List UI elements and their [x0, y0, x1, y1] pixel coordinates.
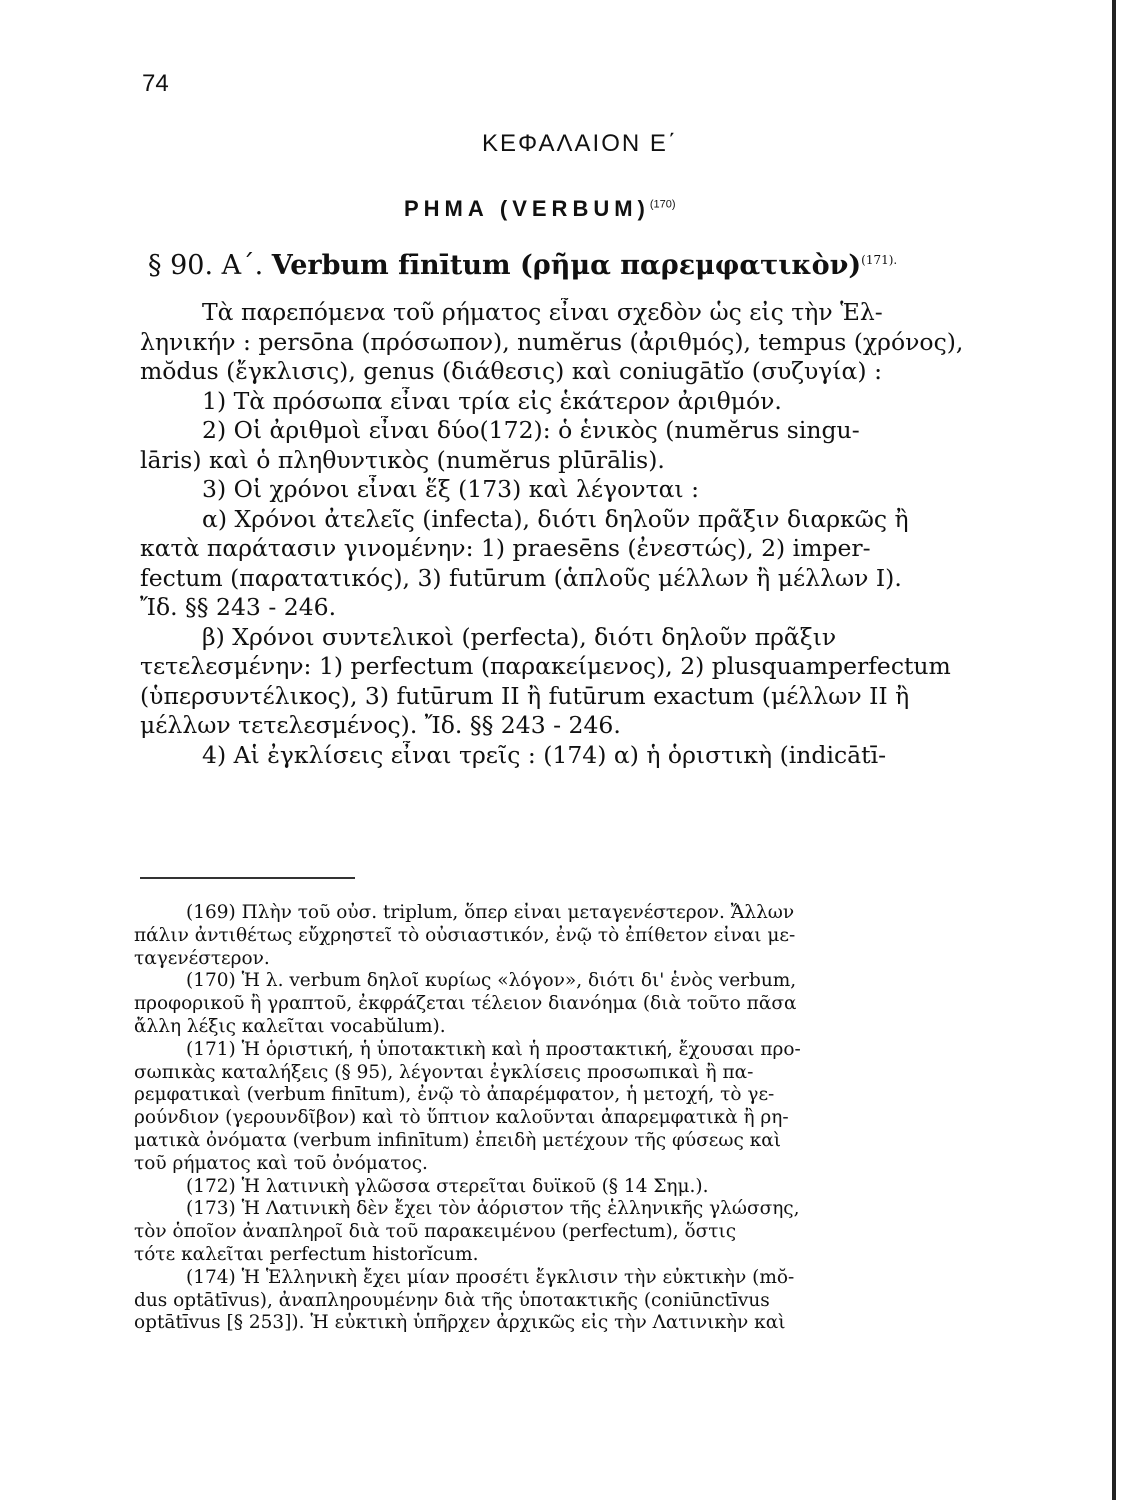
- footnote-line: τὸν ὁποῖον ἀναπληροῖ διὰ τοῦ παρακειμένου (perfectum), ὅστις: [134, 1221, 737, 1243]
- footnote-line: (171) Ἡ ὁριστική, ἡ ὑποτακτικὴ καὶ ἡ προστακτική, ἔχουσαι προ-: [186, 1038, 801, 1060]
- page-edge-line: [1112, 0, 1116, 1500]
- paragraph-title: Verbum fīnītum (ρῆμα παρεμφατικὸν): [271, 250, 862, 281]
- footnote-line: (170) Ἡ λ. verbum δηλοῖ κυρίως «λόγον», διότι δι' ἑνὸς verbum,: [186, 970, 797, 992]
- footnote-line: ρούνδιον (γερουνδῖβον) καὶ τὸ ὕπτιον καλοῦνται ἀπαρεμφατικὰ ἢ ρη-: [134, 1107, 789, 1129]
- section-heading-note: (170): [649, 198, 676, 211]
- footnote-line: σωπικὰς καταλήξεις (§ 95), λέγονται ἐγκλίσεις προσωπικαὶ ἢ πα-: [134, 1061, 754, 1083]
- body-line: 3) Οἱ χρόνοι εἶναι ἕξ (173) καὶ λέγονται :: [202, 475, 700, 503]
- section-heading-text: ΡΗΜΑ (VERBUM): [404, 196, 650, 221]
- body-line: (ὑπερσυντέλικος), 3) futūrum II ἢ futūrum exactum (μέλλων ΙΙ ἢ: [140, 681, 910, 710]
- body-line: β) Χρόνοι συντελικοὶ (perfecta), διότι δηλοῦν πρᾶξιν: [202, 622, 837, 651]
- footnote-line: dus optātīvus), ἀναπληρουμένην διὰ τῆς ὑποτακτικῆς (coniūnctīvus: [134, 1289, 770, 1311]
- body-line: fectum (παρατατικός), 3) futūrum (ἁπλοῦς μέλλων ἢ μέλλων Ι).: [140, 563, 902, 592]
- body-line: 4) Αἱ ἐγκλίσεις εἶναι τρεῖς : (174) α) ἡ ὁριστικὴ (indicātī-: [202, 740, 887, 769]
- body-line: μέλλων τετελεσμένος). Ἴδ. §§ 243 - 246.: [140, 711, 621, 739]
- body-line: ληνικήν : persōna (πρόσωπον), numĕrus (ἀριθμός), tempus (χρόνος),: [140, 327, 964, 356]
- footnote-line: τότε καλεῖται perfectum historĭcum.: [134, 1243, 479, 1265]
- body-line: 2) Οἱ ἀριθμοὶ εἶναι δύο(172): ὁ ἑνικὸς (numĕrus singu-: [202, 416, 860, 444]
- body-line: τετελεσμένην: 1) perfectum (παρακείμενος), 2) plusquamperfectum: [140, 652, 951, 680]
- paragraph-note-ref: (171).: [861, 253, 898, 267]
- footnote-line: προφορικοῦ ἢ γραπτοῦ, ἐκφράζεται τέλειον διανόημα (διὰ τοῦτο πᾶσα: [134, 993, 797, 1015]
- footnote-rule: [140, 877, 355, 879]
- footnote-line: (169) Πλὴν τοῦ οὐσ. triplum, ὅπερ εἶναι μεταγενέστερον. Ἄλλων: [186, 902, 795, 923]
- page-number: 74: [142, 70, 169, 97]
- body-line: 1) Τὰ πρόσωπα εἶναι τρία εἰς ἑκάτερον ἀριθμόν.: [202, 386, 782, 415]
- footnote-line: (173) Ἡ Λατινικὴ δὲν ἔχει τὸν ἀόριστον τῆς ἑλληνικῆς γλώσσης,: [186, 1198, 800, 1220]
- body-line: κατὰ παράτασιν γινομένην: 1) praesēns (ἐνεστώς), 2) imper-: [140, 534, 871, 562]
- footnote-line: (172) Ἡ λατινικὴ γλῶσσα στερεῖται δυϊκοῦ (§ 14 Σημ.).: [186, 1175, 709, 1197]
- footnote-line: ἄλλη λέξις καλεῖται vocabŭlum).: [134, 1015, 446, 1037]
- body-line: mŏdus (ἔγκλισις), genus (διάθεσις) καὶ coniugātĭo (συζυγία) :: [140, 357, 882, 385]
- footnotes: [134, 902, 1038, 1335]
- main-text: [140, 298, 1030, 770]
- footnote-line: ρεμφατικαὶ (verbum finītum), ἐνῷ τὸ ἀπαρέμφατον, ἡ μετοχή, τὸ γε-: [134, 1084, 775, 1106]
- footnote-line: (174) Ἡ Ἑλληνικὴ ἔχει μίαν προσέτι ἔγκλισιν τὴν εὐκτικὴν (mŏ-: [186, 1266, 795, 1288]
- footnote-line: ματικὰ ὀνόματα (verbum infinītum) ἐπειδὴ μετέχουν τῆς φύσεως καὶ: [134, 1129, 782, 1151]
- footnote-line: ταγενέστερον.: [134, 947, 270, 969]
- footnote-line: πάλιν ἀντιθέτως εὔχρηστεῖ τὸ οὐσιαστικόν, ἐνῷ τὸ ἐπίθετον εἶναι με-: [134, 924, 796, 946]
- paragraph-heading: [148, 250, 897, 281]
- footnote-line: optātīvus [§ 253]). Ἡ εὐκτικὴ ὑπῆρχεν ἀρχικῶς εἰς τὴν Λατινικὴν καὶ: [134, 1312, 786, 1334]
- body-line: Ἴδ. §§ 243 - 246.: [140, 593, 337, 621]
- footnote-line: τοῦ ρήματος καὶ τοῦ ὀνόματος.: [134, 1152, 428, 1174]
- paragraph-number: § 90. Α΄.: [148, 250, 264, 281]
- body-line: α) Χρόνοι ἀτελεῖς (infecta), διότι δηλοῦν πρᾶξιν διαρκῶς ἢ: [202, 504, 909, 533]
- body-line: Τὰ παρεπόμενα τοῦ ρήματος εἶναι σχεδὸν ὡς εἰς τὴν Ἑλ-: [202, 298, 883, 326]
- body-line: lāris) καὶ ὁ πληθυντικὸς (numĕrus plūrālis).: [140, 445, 665, 474]
- chapter-heading: ΚΕΦΑΛΑΙΟΝ Ε΄: [482, 130, 678, 157]
- section-heading: [404, 196, 676, 222]
